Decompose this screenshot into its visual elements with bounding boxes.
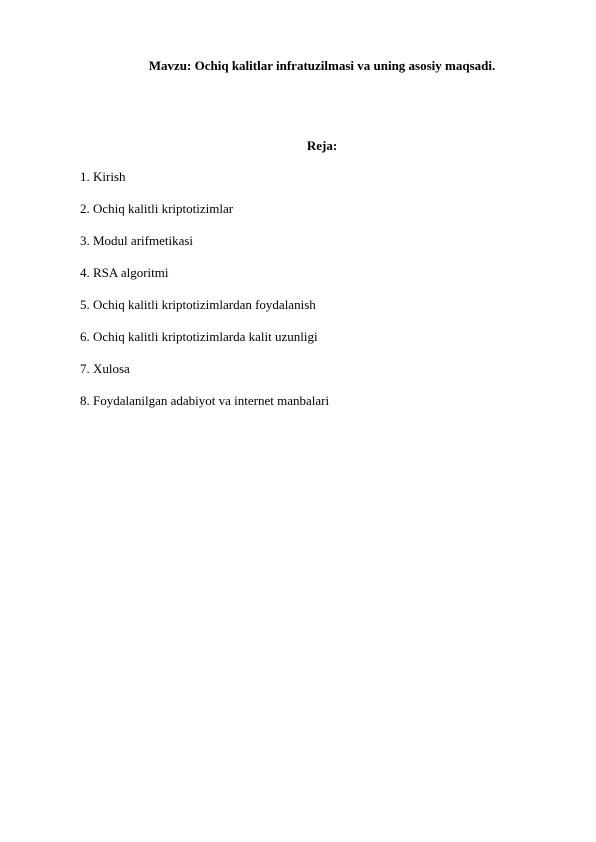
- plan-item-rsa-algorithm: 4. RSA algoritmi: [80, 265, 169, 280]
- document-title: Mavzu: Ochiq kalitlar infratuzilmasi va uning asosiy maqsadi.: [148, 58, 496, 73]
- plan-item-using-public-key-cryptosystems: 5. Ochiq kalitli kriptotizimlardan foydalanish: [80, 297, 316, 312]
- plan-item-modular-arithmetic: 3. Modul arifmetikasi: [80, 233, 194, 248]
- plan-item-references: 8. Foydalanilgan adabiyot va internet manbalari: [80, 393, 330, 408]
- plan-heading: Reja:: [306, 138, 338, 153]
- plan-item-public-key-cryptosystems: 2. Ochiq kalitli kriptotizimlar: [80, 201, 234, 216]
- plan-item-key-length: 6. Ochiq kalitli kriptotizimlarda kalit uzunligi: [80, 329, 318, 344]
- plan-item-conclusion: 7. Xulosa: [80, 361, 130, 376]
- plan-list: [80, 169, 329, 425]
- plan-item-introduction: 1. Kirish: [80, 169, 126, 184]
